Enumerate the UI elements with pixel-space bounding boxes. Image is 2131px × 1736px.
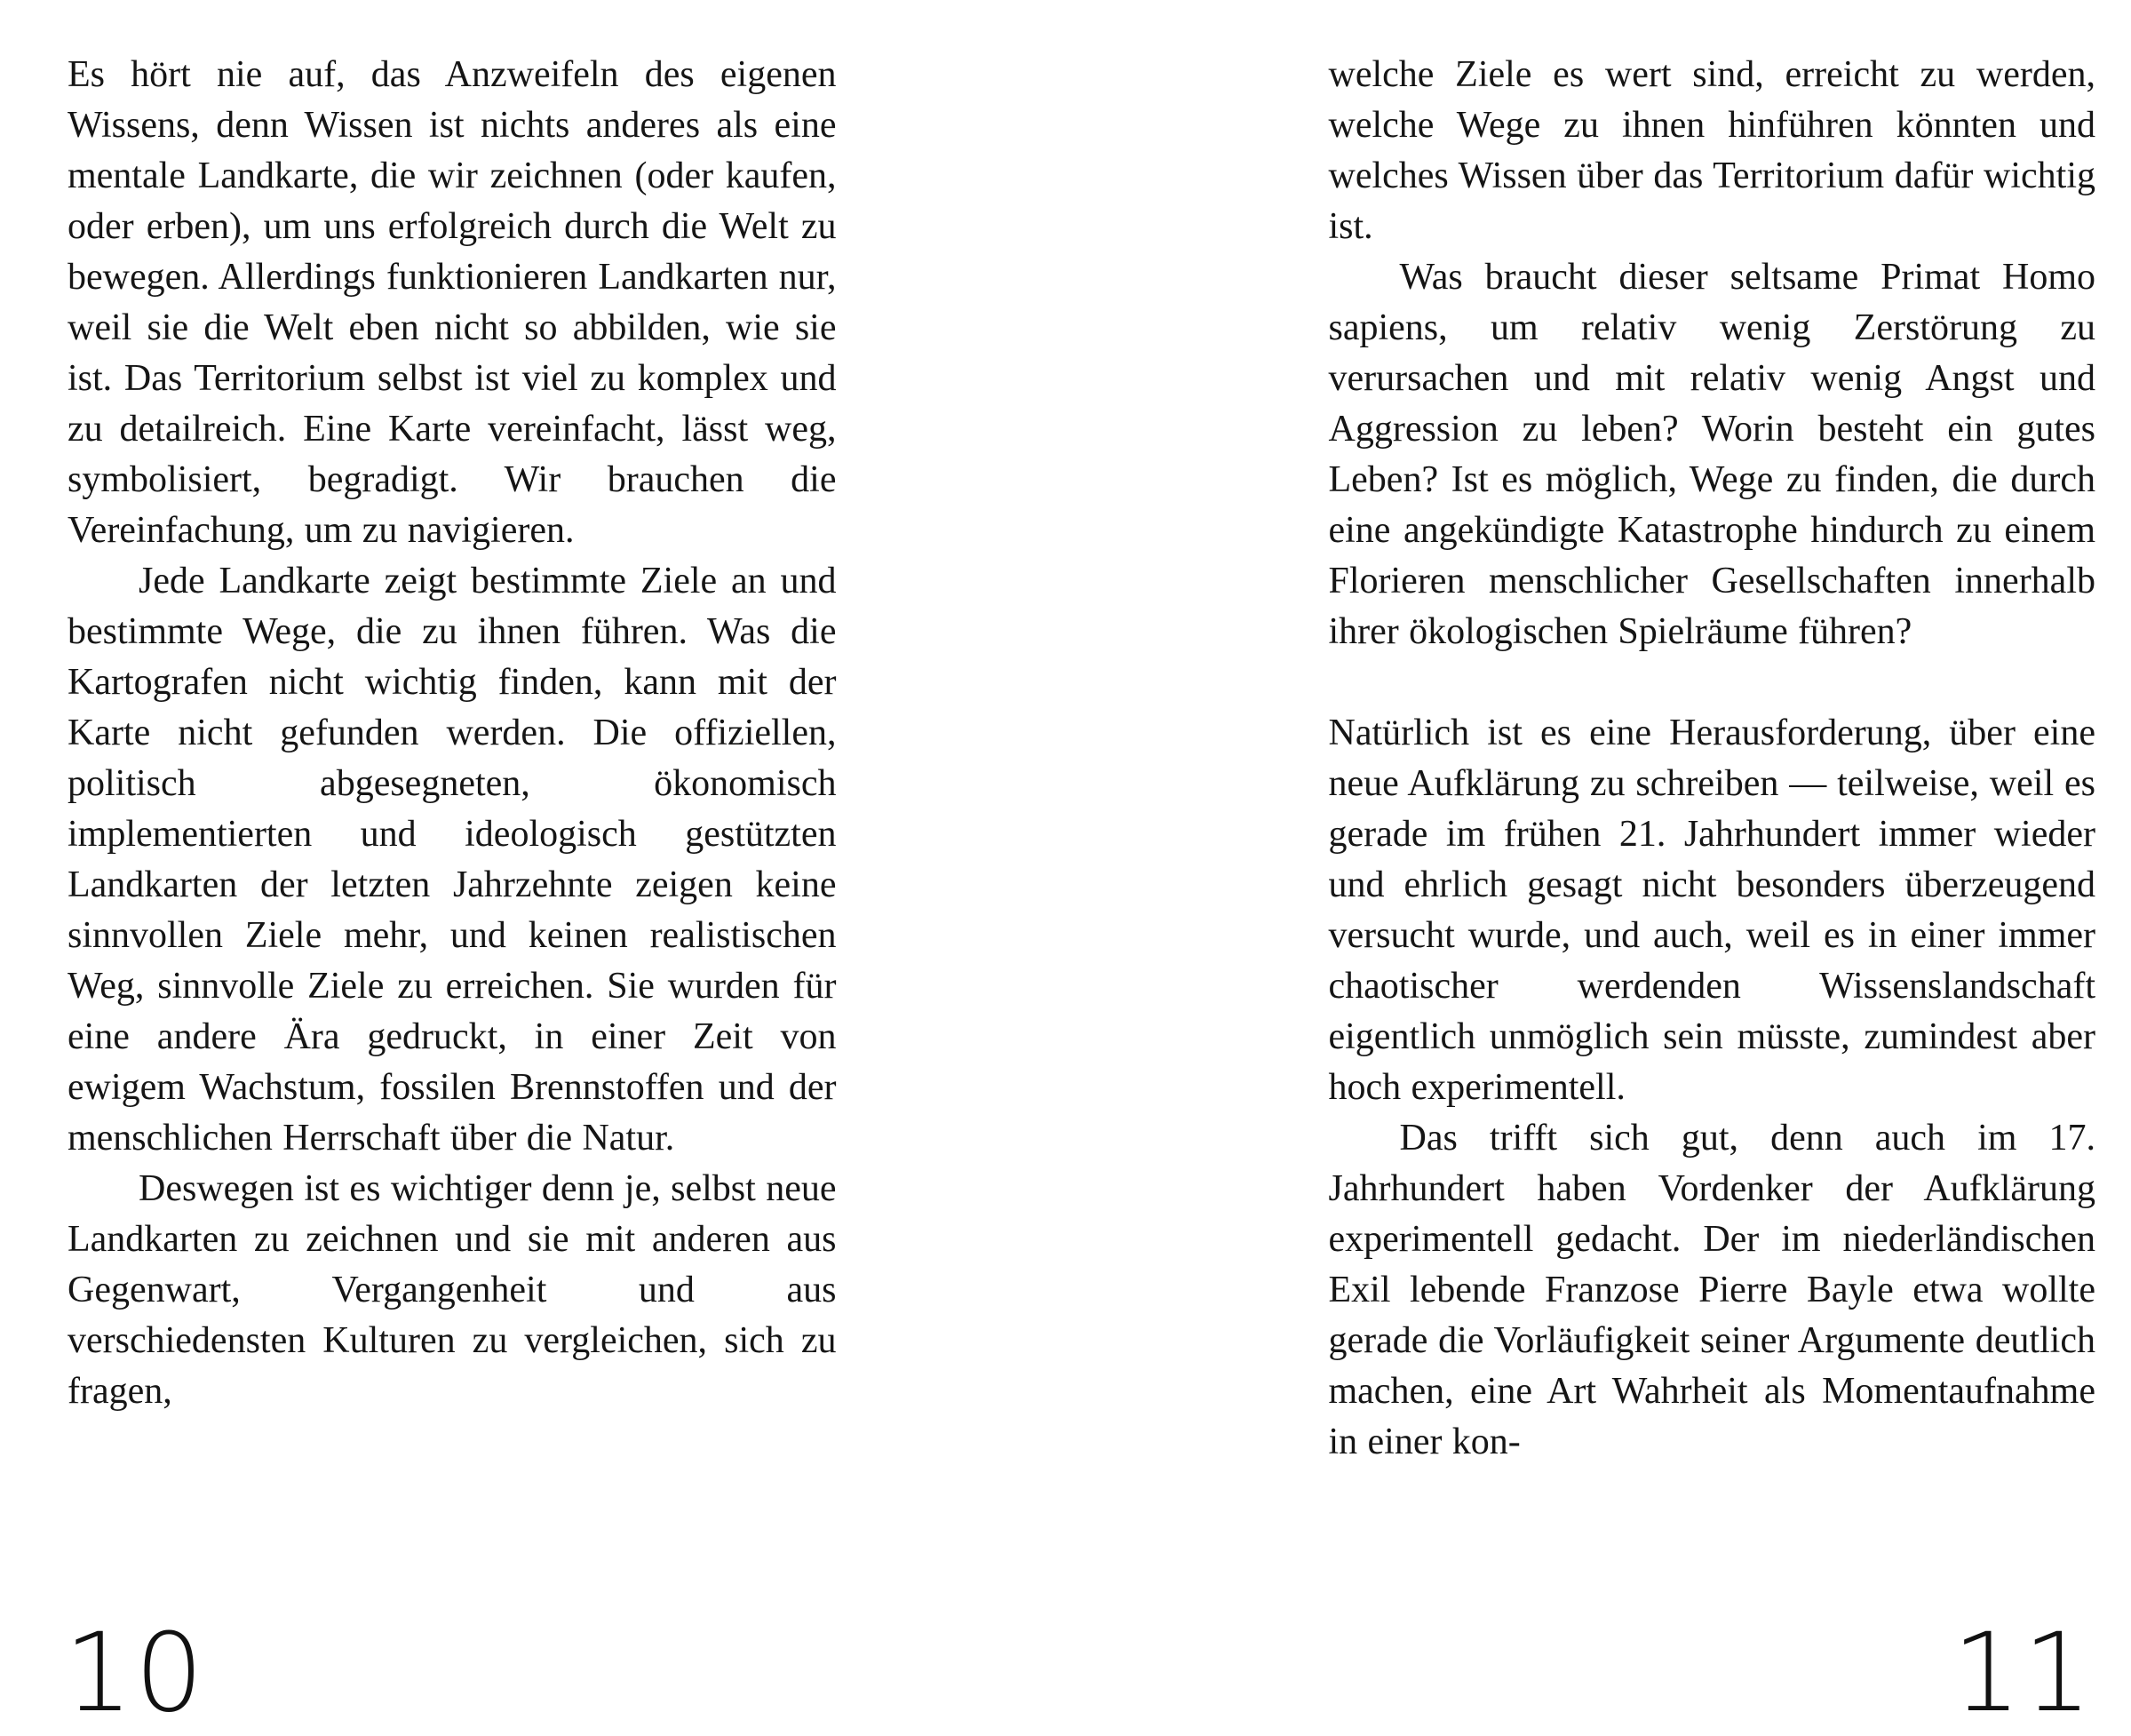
left-page	[0, 0, 1066, 1732]
page-number-right: 11	[1952, 1619, 2094, 1727]
paragraph: welche Ziele es wert sind, erreicht zu werden, welche Wege zu ihnen hinführen könnten und welches Wissen über das Territorium dafür wichtig ist.	[1329, 50, 2096, 252]
paragraph: Das trifft sich gut, denn auch im 17. Jahrhundert haben Vordenker der Aufklärung experimentell gedacht. Der im niederländischen Exil lebende Franzose Pierre Bayle etwa wollte gerade die Vorläufigkeit seiner Argumente deutlich machen, eine Art Wahrheit als Momentaufnahme in einer kon-	[1329, 1113, 2096, 1468]
paragraph: Deswegen ist es wichtiger denn je, selbst neue Landkarten zu zeichnen und sie mit anderen aus Gegenwart, Vergangenheit und aus verschiedensten Kulturen zu vergleichen, sich zu fragen,	[68, 1164, 837, 1417]
paragraph: Was braucht dieser seltsame Primat Homo sapiens, um relativ wenig Zerstörung zu verursachen und mit relativ wenig Angst und Aggression zu leben? Worin besteht ein gutes Leben? Ist es möglich, Wege zu finden, die durch eine angekündigte Katastrophe hindurch zu einem Florieren menschlicher Gesellschaften innerhalb ihrer ökologischen Spielräume führen?	[1329, 252, 2096, 657]
page-number-left: 10	[64, 1619, 205, 1727]
right-page	[1066, 0, 2131, 1732]
paragraph: Es hört nie auf, das Anzweifeln des eigenen Wissens, denn Wissen ist nichts anderes als eine mentale Landkarte, die wir zeichnen (oder kaufen, oder erben), um uns erfolgreich durch die Welt zu bewegen. Allerdings funktionieren Landkarten nur, weil sie die Welt eben nicht so abbilden, wie sie ist. Das Territorium selbst ist viel zu komplex und zu detailreich. Eine Karte vereinfacht, lässt weg, symbolisiert, begradigt. Wir brauchen die Vereinfachung, um zu navigieren.	[68, 50, 837, 556]
paragraph: Natürlich ist es eine Herausforderung, über eine neue Aufklärung zu schreiben — teilweise, weil es gerade im frühen 21. Jahrhundert immer wieder und ehrlich gesagt nicht besonders überzeugend versucht wurde, und auch, weil es in einer immer chaotischer werdenden Wissenslandschaft eigentlich unmöglich sein müsste, zumindest aber hoch experimentell.	[1329, 708, 2096, 1113]
paragraph: Jede Landkarte zeigt bestimmte Ziele an und bestimmte Wege, die zu ihnen führen. Was die Kartografen nicht wichtig finden, kann mit der Karte nicht gefunden werden. Die offiziellen, politisch abgesegneten, ökonomisch implementierten und ideologisch gestützten Landkarten der letzten Jahrzehnte zeigen keine sinnvollen Ziele mehr, und keinen realistischen Weg, sinnvolle Ziele zu erreichen. Sie wurden für eine andere Ära gedruckt, in einer Zeit von ewigem Wachstum, fossilen Brennstoffen und der menschlichen Herrschaft über die Natur.	[68, 556, 837, 1164]
